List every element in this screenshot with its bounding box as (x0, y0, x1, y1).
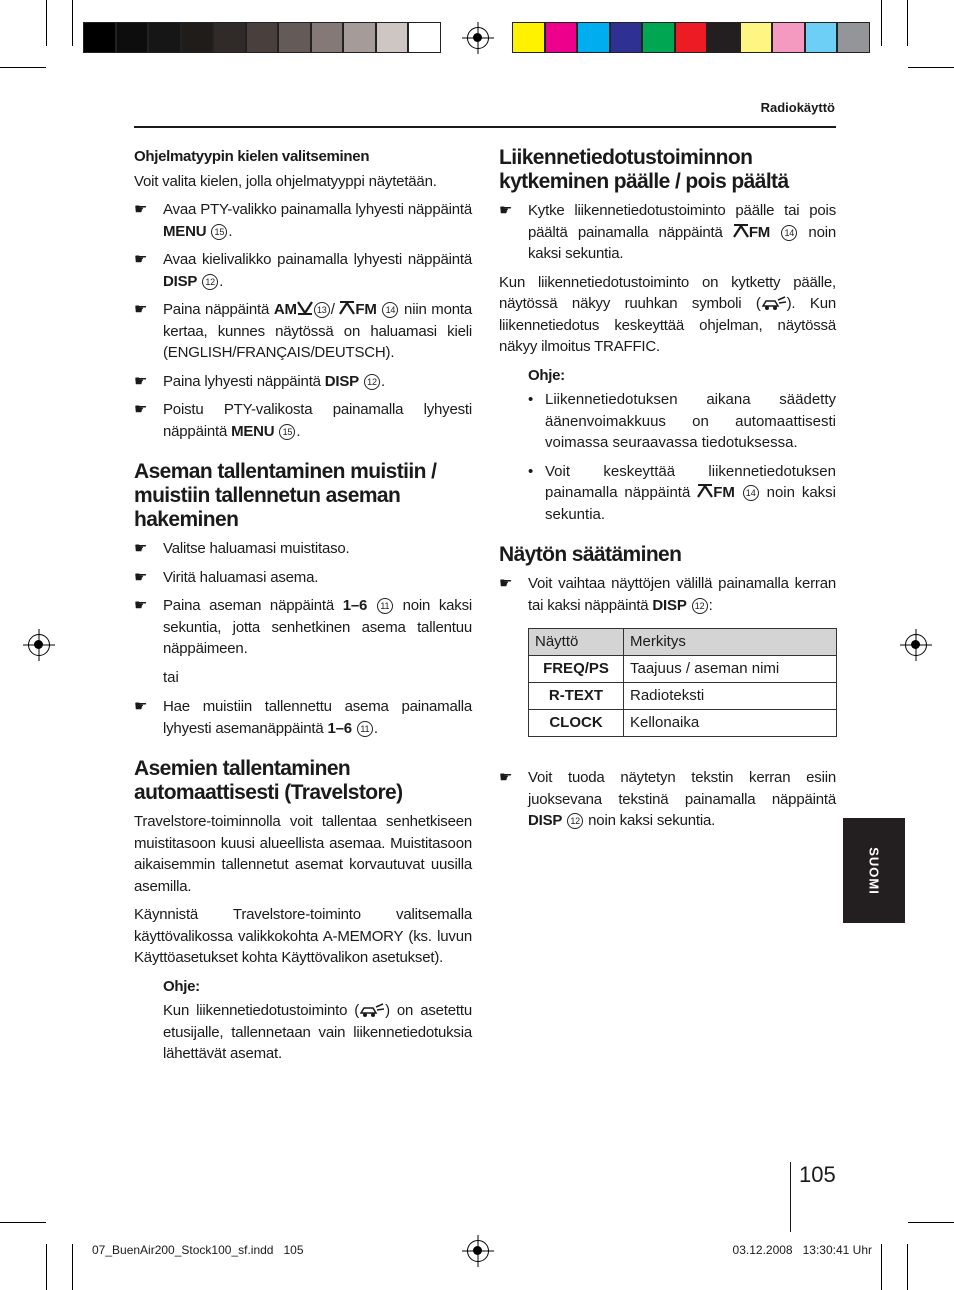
instruction-step: ☛ Hae muistiin tallennettu asema painamalla lyhyesti asemanäppäintä 1–6 11 . (134, 698, 472, 737)
key-number-badge: 14 (781, 225, 797, 241)
crop-mark (0, 1222, 46, 1223)
crop-mark (72, 0, 73, 46)
note-box (134, 976, 472, 1065)
color-swatch (148, 22, 181, 53)
pointing-hand-icon: ☛ (134, 401, 148, 418)
display-modes-table (528, 628, 837, 737)
pointing-hand-icon: ☛ (134, 540, 148, 557)
crop-mark (46, 0, 47, 46)
registration-mark-icon (467, 27, 489, 49)
table-cell: Kellonaika (624, 710, 837, 737)
registration-mark-icon (28, 634, 50, 656)
page-number-rule (790, 1162, 791, 1232)
pointing-hand-icon: ☛ (134, 201, 148, 218)
color-swatch (837, 22, 870, 53)
color-swatch (707, 22, 740, 53)
color-swatch (278, 22, 311, 53)
table-header-cell: Näyttö (529, 629, 624, 656)
table-cell: Taajuus / aseman nimi (624, 656, 837, 683)
instruction-step: ☛ Avaa kielivalikko painamalla lyhyesti näppäintä DISP 12 . (134, 251, 472, 290)
crop-mark (908, 1222, 954, 1223)
instruction-step: ☛ Paina näppäintä AM 13 / FM 14 niin monta kertaa, kunnes näytössä on haluamasi kieli (ENGLISH/FRANÇAIS/DEUTSCH). (134, 301, 472, 361)
color-swatch (545, 22, 578, 53)
table-row (529, 656, 837, 683)
section-heading: Näytön säätäminen (499, 543, 682, 566)
color-swatch (642, 22, 675, 53)
crop-mark (908, 67, 954, 68)
pointing-hand-icon: ☛ (499, 769, 513, 786)
color-swatch (83, 22, 116, 53)
note-text: Kun liikennetiedotustoiminto ( ) on asetettu etusijalle, tallennetaan vain liikennetiedotuksia lähettävät asemat. (163, 1002, 472, 1062)
footer-date: 03.12.2008 13:30:41 Uhr (732, 1243, 872, 1257)
arrow-down-icon (297, 301, 313, 315)
color-swatch (246, 22, 279, 53)
table-cell: R-TEXT (529, 683, 624, 710)
instruction-step: ☛ Paina lyhyesti näppäintä DISP 12 . (134, 371, 472, 393)
pointing-hand-icon: ☛ (134, 372, 148, 390)
page-number: 105 (799, 1162, 836, 1187)
color-swatch (577, 22, 610, 53)
table-header-row (529, 629, 837, 656)
crop-mark (881, 0, 882, 46)
color-swatch (772, 22, 805, 53)
color-swatch (376, 22, 409, 53)
instruction-step: ☛ Paina aseman näppäintä 1–6 11 noin kaksi sekuntia, jotta senhetkinen asema tallentuu näppäimeen. (134, 597, 473, 657)
note-title: Ohje: (528, 366, 565, 384)
or-separator: tai (163, 668, 179, 686)
color-swatch (740, 22, 773, 53)
table-cell: FREQ/PS (529, 656, 624, 683)
pointing-hand-icon: ☛ (134, 698, 148, 715)
instruction-step: ☛ Viritä haluamasi asema. (134, 567, 472, 589)
arrow-up-icon (339, 301, 355, 315)
color-swatch (213, 22, 246, 53)
traffic-jam-icon (359, 1002, 385, 1018)
key-number-badge: 11 (357, 721, 373, 737)
header-rule (134, 126, 836, 128)
footer-file-info: 07_BuenAir200_Stock100_sf.indd 105 (92, 1243, 304, 1257)
right-column (499, 146, 836, 839)
color-swatch (311, 22, 344, 53)
key-number-badge: 14 (743, 485, 759, 501)
section-heading: Asemien tallentaminen automaattisesti (Travelstore) (134, 757, 403, 804)
note-item: • Voit keskeyttää liikennetiedotuksen painamalla näppäintä FM 14 noin kaksi sekuntia. (528, 462, 837, 523)
pointing-hand-icon: ☛ (134, 251, 148, 268)
pointing-hand-icon: ☛ (134, 597, 148, 614)
key-number-badge: 12 (202, 274, 218, 290)
table-cell: Radioteksti (624, 683, 837, 710)
arrow-up-icon (697, 484, 713, 498)
color-swatch (512, 22, 545, 53)
key-number-badge: 15 (279, 424, 295, 440)
table-cell: CLOCK (529, 710, 624, 737)
table-header-cell: Merkitys (624, 629, 837, 656)
paragraph: Kun liikennetiedotustoiminto on kytketty päälle, näytössä näkyy ruuhkan symboli ( ). Kun liikennetiedotus keskeyttää ohjelman, näytössä näkyy ilmoitus TRAFFIC. (499, 273, 836, 355)
table-row (529, 710, 837, 737)
arrow-up-icon (733, 224, 749, 238)
paragraph: Travelstore-toiminnolla voit tallentaa senhetkiseen muistitasoon kuusi alueellista asemaa. Muistitasoon aikaisemmin tallennetut asemat korvautuvat uusilla asemilla. (134, 813, 472, 895)
pointing-hand-icon: ☛ (134, 301, 148, 318)
instruction-step: ☛ Poistu PTY-valikosta painamalla lyhyesti näppäintä MENU 15 . (134, 401, 472, 440)
color-swatch (805, 22, 838, 53)
crop-mark (907, 1244, 908, 1290)
section-heading: Liikennetiedotustoiminnon kytkeminen päälle / pois päältä (499, 146, 789, 193)
color-swatch (675, 22, 708, 53)
crop-mark (907, 0, 908, 46)
paragraph: Käynnistä Travelstore-toiminto valitsemalla käyttövalikossa valikkokohta A-MEMORY (ks. luvun Käyttöasetukset kohta Käyttövalikon asetukset). (134, 906, 472, 966)
instruction-step: ☛ Voit tuoda näytetyn tekstin kerran esiin juoksevana tekstinä painamalla näppäintä DISP 12 noin kaksi sekuntia. (499, 769, 836, 829)
crop-mark (881, 1244, 882, 1290)
paragraph: Voit valita kielen, jolla ohjelmatyyppi näytetään. (134, 172, 437, 190)
section-subheading: Ohjelmatyypin kielen valitseminen (134, 148, 370, 165)
running-header: Radiokäyttö (760, 100, 835, 115)
color-swatch (610, 22, 643, 53)
pointing-hand-icon: ☛ (134, 568, 148, 586)
pointing-hand-icon: ☛ (499, 202, 513, 219)
instruction-step: ☛ Voit vaihtaa näyttöjen välillä painamalla kerran tai kaksi näppäintä DISP 12 : (499, 575, 836, 614)
section-heading: Aseman tallentaminen muistiin / muistiin tallennetun aseman hakeminen (134, 460, 437, 531)
note-title: Ohje: (163, 977, 200, 995)
table-row (529, 683, 837, 710)
registration-mark-icon (467, 1240, 489, 1262)
crop-mark (0, 67, 46, 68)
side-tab-label: SUOMI (866, 846, 882, 895)
crop-mark (72, 1244, 73, 1290)
instruction-step: ☛ Avaa PTY-valikko painamalla lyhyesti näppäintä MENU 15 . (134, 201, 472, 240)
traffic-jam-icon (761, 295, 787, 311)
instruction-step: ☛ Kytke liikennetiedotustoiminto päälle tai pois päältä painamalla näppäintä FM 14 noin kaksi sekuntia. (499, 202, 836, 262)
key-number-badge: 12 (364, 374, 380, 390)
color-swatch (408, 22, 441, 53)
key-number-badge: 13 (314, 302, 330, 318)
color-swatch (343, 22, 376, 53)
language-side-tab (843, 818, 905, 923)
key-number-badge: 12 (692, 598, 708, 614)
color-swatch (181, 22, 214, 53)
note-item: • Liikennetiedotuksen aikana säädetty äänenvoimakkuus on automaattisesti voimassa seuraavassa tiedotuksessa. (528, 391, 836, 451)
color-swatch (116, 22, 149, 53)
instruction-step: ☛ Valitse haluamasi muistitaso. (134, 538, 472, 560)
left-column (134, 146, 472, 1072)
registration-mark-icon (905, 634, 927, 656)
key-number-badge: 14 (382, 302, 398, 318)
key-number-badge: 15 (211, 224, 227, 240)
key-number-badge: 11 (377, 598, 393, 614)
note-box (499, 365, 836, 526)
crop-mark (46, 1244, 47, 1290)
pointing-hand-icon: ☛ (499, 575, 513, 592)
key-number-badge: 12 (567, 813, 583, 829)
